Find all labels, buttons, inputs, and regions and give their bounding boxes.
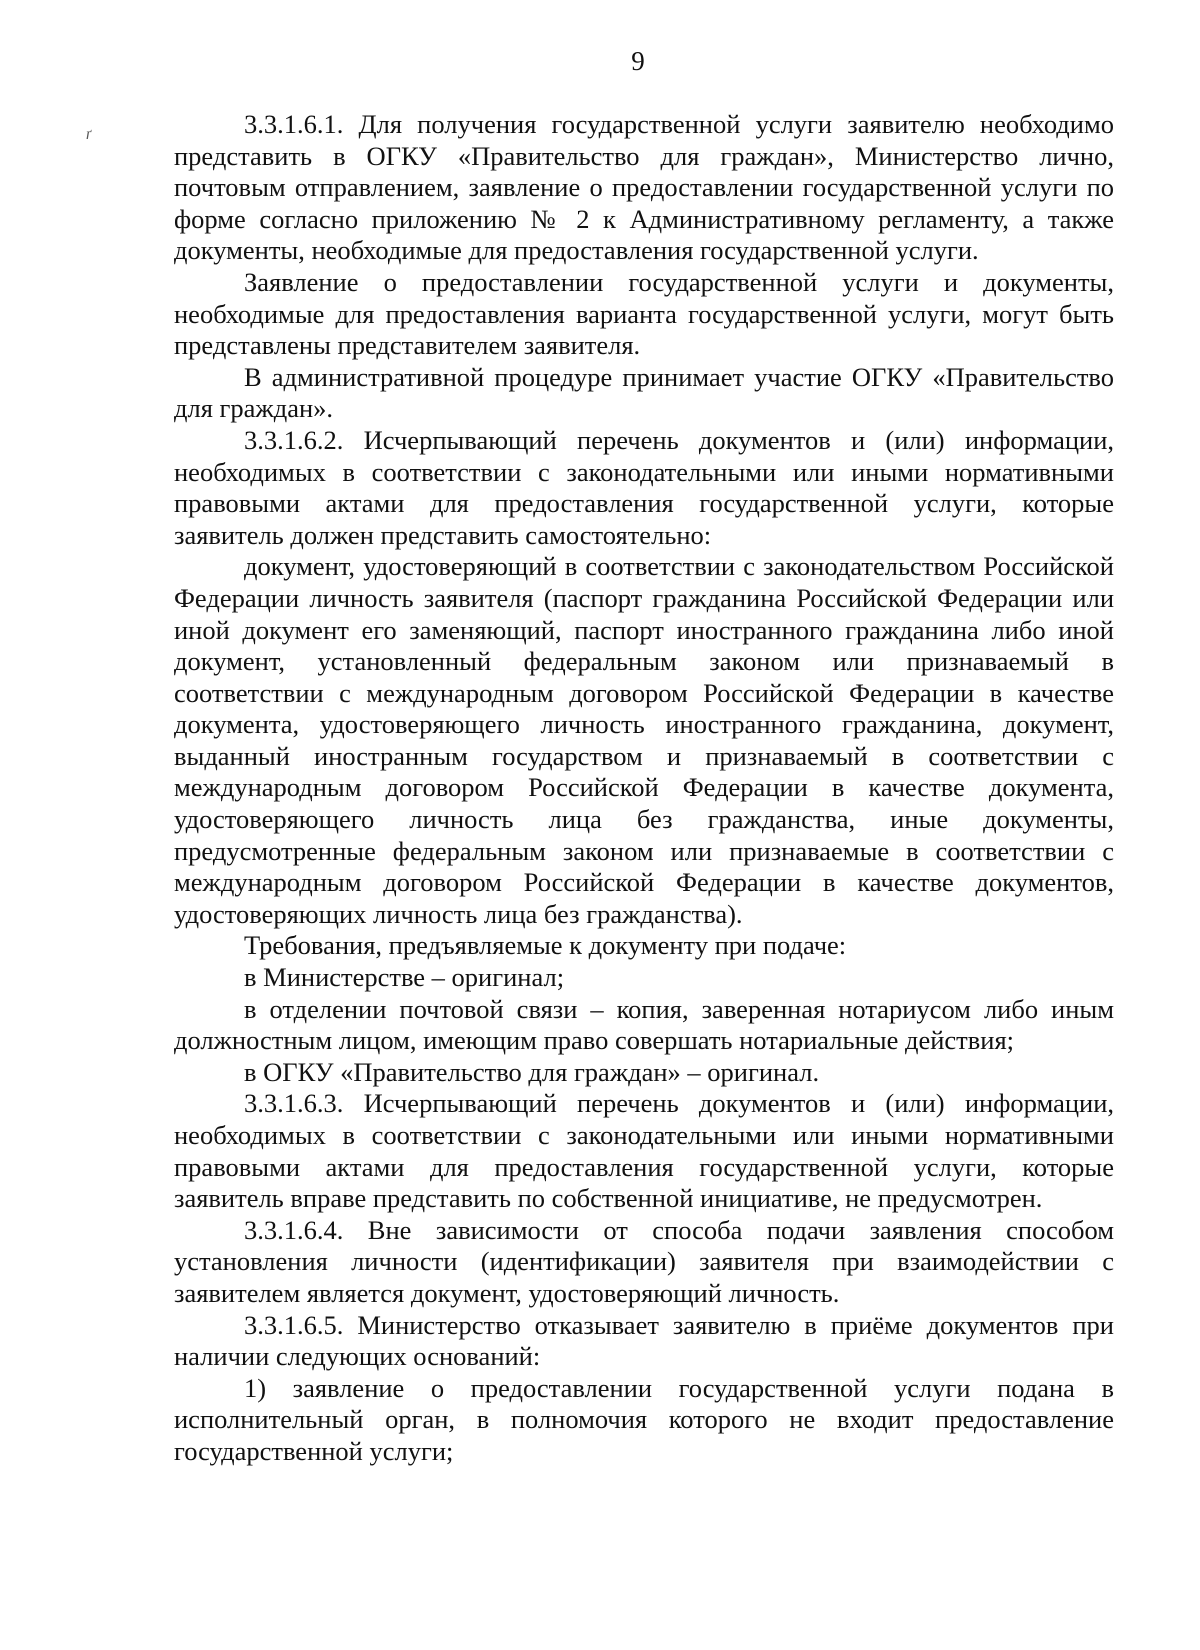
paragraph-3-3-1-6-1: 3.3.1.6.1. Для получения государственной услуги заявителю необходимо представить в ОГКУ «Правительство для граждан», Министерство лично, почтовым отправлением, заявление о предоставлении государственной услуги по форме согласно приложению № 2 к Административному регламенту, а также документы, необходимые для предоставления государственной услуги. [174, 109, 1114, 266]
paragraph-application-representative: Заявление о предоставлении государственной услуги и документы, необходимые для предоставления варианта государственной услуги, могут быть представлены представителем заявителя. [174, 266, 1114, 361]
paragraph-3-3-1-6-2: 3.3.1.6.2. Исчерпывающий перечень документов и (или) информации, необходимых в соответствии с законодательными или иными нормативными правовыми актами для предоставления государственной услуги, которые заявитель должен представить самостоятельно: [174, 424, 1114, 550]
paragraph-postal-copy: в отделении почтовой связи – копия, заверенная нотариусом либо иным должностным лицом, имеющим право совершать нотариальные действия; [174, 993, 1114, 1056]
paragraph-ogku-original: в ОГКУ «Правительство для граждан» – оригинал. [244, 1056, 820, 1087]
paragraph-3-3-1-6-5: 3.3.1.6.5. Министерство отказывает заявителю в приёме документов при наличии следующих оснований: [174, 1309, 1114, 1372]
paragraph-requirements: Требования, предъявляемые к документу при подаче: [244, 930, 847, 961]
page-number: 9 [631, 46, 645, 76]
paragraph-ministry-original: в Министерстве – оригинал; [244, 962, 565, 993]
paragraph-3-3-1-6-4: 3.3.1.6.4. Вне зависимости от способа подачи заявления способом установления личности (идентификации) заявителя при взаимодействии с заявителем является документ, удостоверяющий личность. [174, 1214, 1114, 1308]
paragraph-participant: В административной процедуре принимает участие ОГКУ «Правительство для граждан». [174, 361, 1114, 424]
document-body [174, 109, 1114, 1468]
paragraph-3-3-1-6-3: 3.3.1.6.3. Исчерпывающий перечень документов и (или) информации, необходимых в соответствии с законодательными или иными нормативными правовыми актами для предоставления государственной услуги, которые заявитель вправе представить по собственной инициативе, не предусмотрен. [174, 1088, 1114, 1214]
paragraph-refusal-ground-1: 1) заявление о предоставлении государственной услуги подана в исполнительный орган, в полномочия которого не входит предоставление государственной услуги; [174, 1372, 1114, 1466]
paragraph-identity-document: документ, удостоверяющий в соответствии с законодательством Российской Федерации личность заявителя (паспорт гражданина Российской Федерации или иной документ его заменяющий, паспорт иностранного гражданина либо иной документ, установленный федеральным законом или признаваемый в соответствии с международным договором Российской Федерации в качестве документа, удостоверяющего личность иностранного гражданина, документ, выданный иностранным государством и признаваемый в соответствии с международным договором Российской Федерации в качестве документа, удостоверяющего личность лица без гражданства, иные документы, предусмотренные федеральным законом или признаваемые в соответствии с международным договором Российской Федерации в качестве документов, удостоверяющих личность лица без гражданства). [174, 551, 1114, 929]
margin-mark: ґ [86, 126, 92, 143]
